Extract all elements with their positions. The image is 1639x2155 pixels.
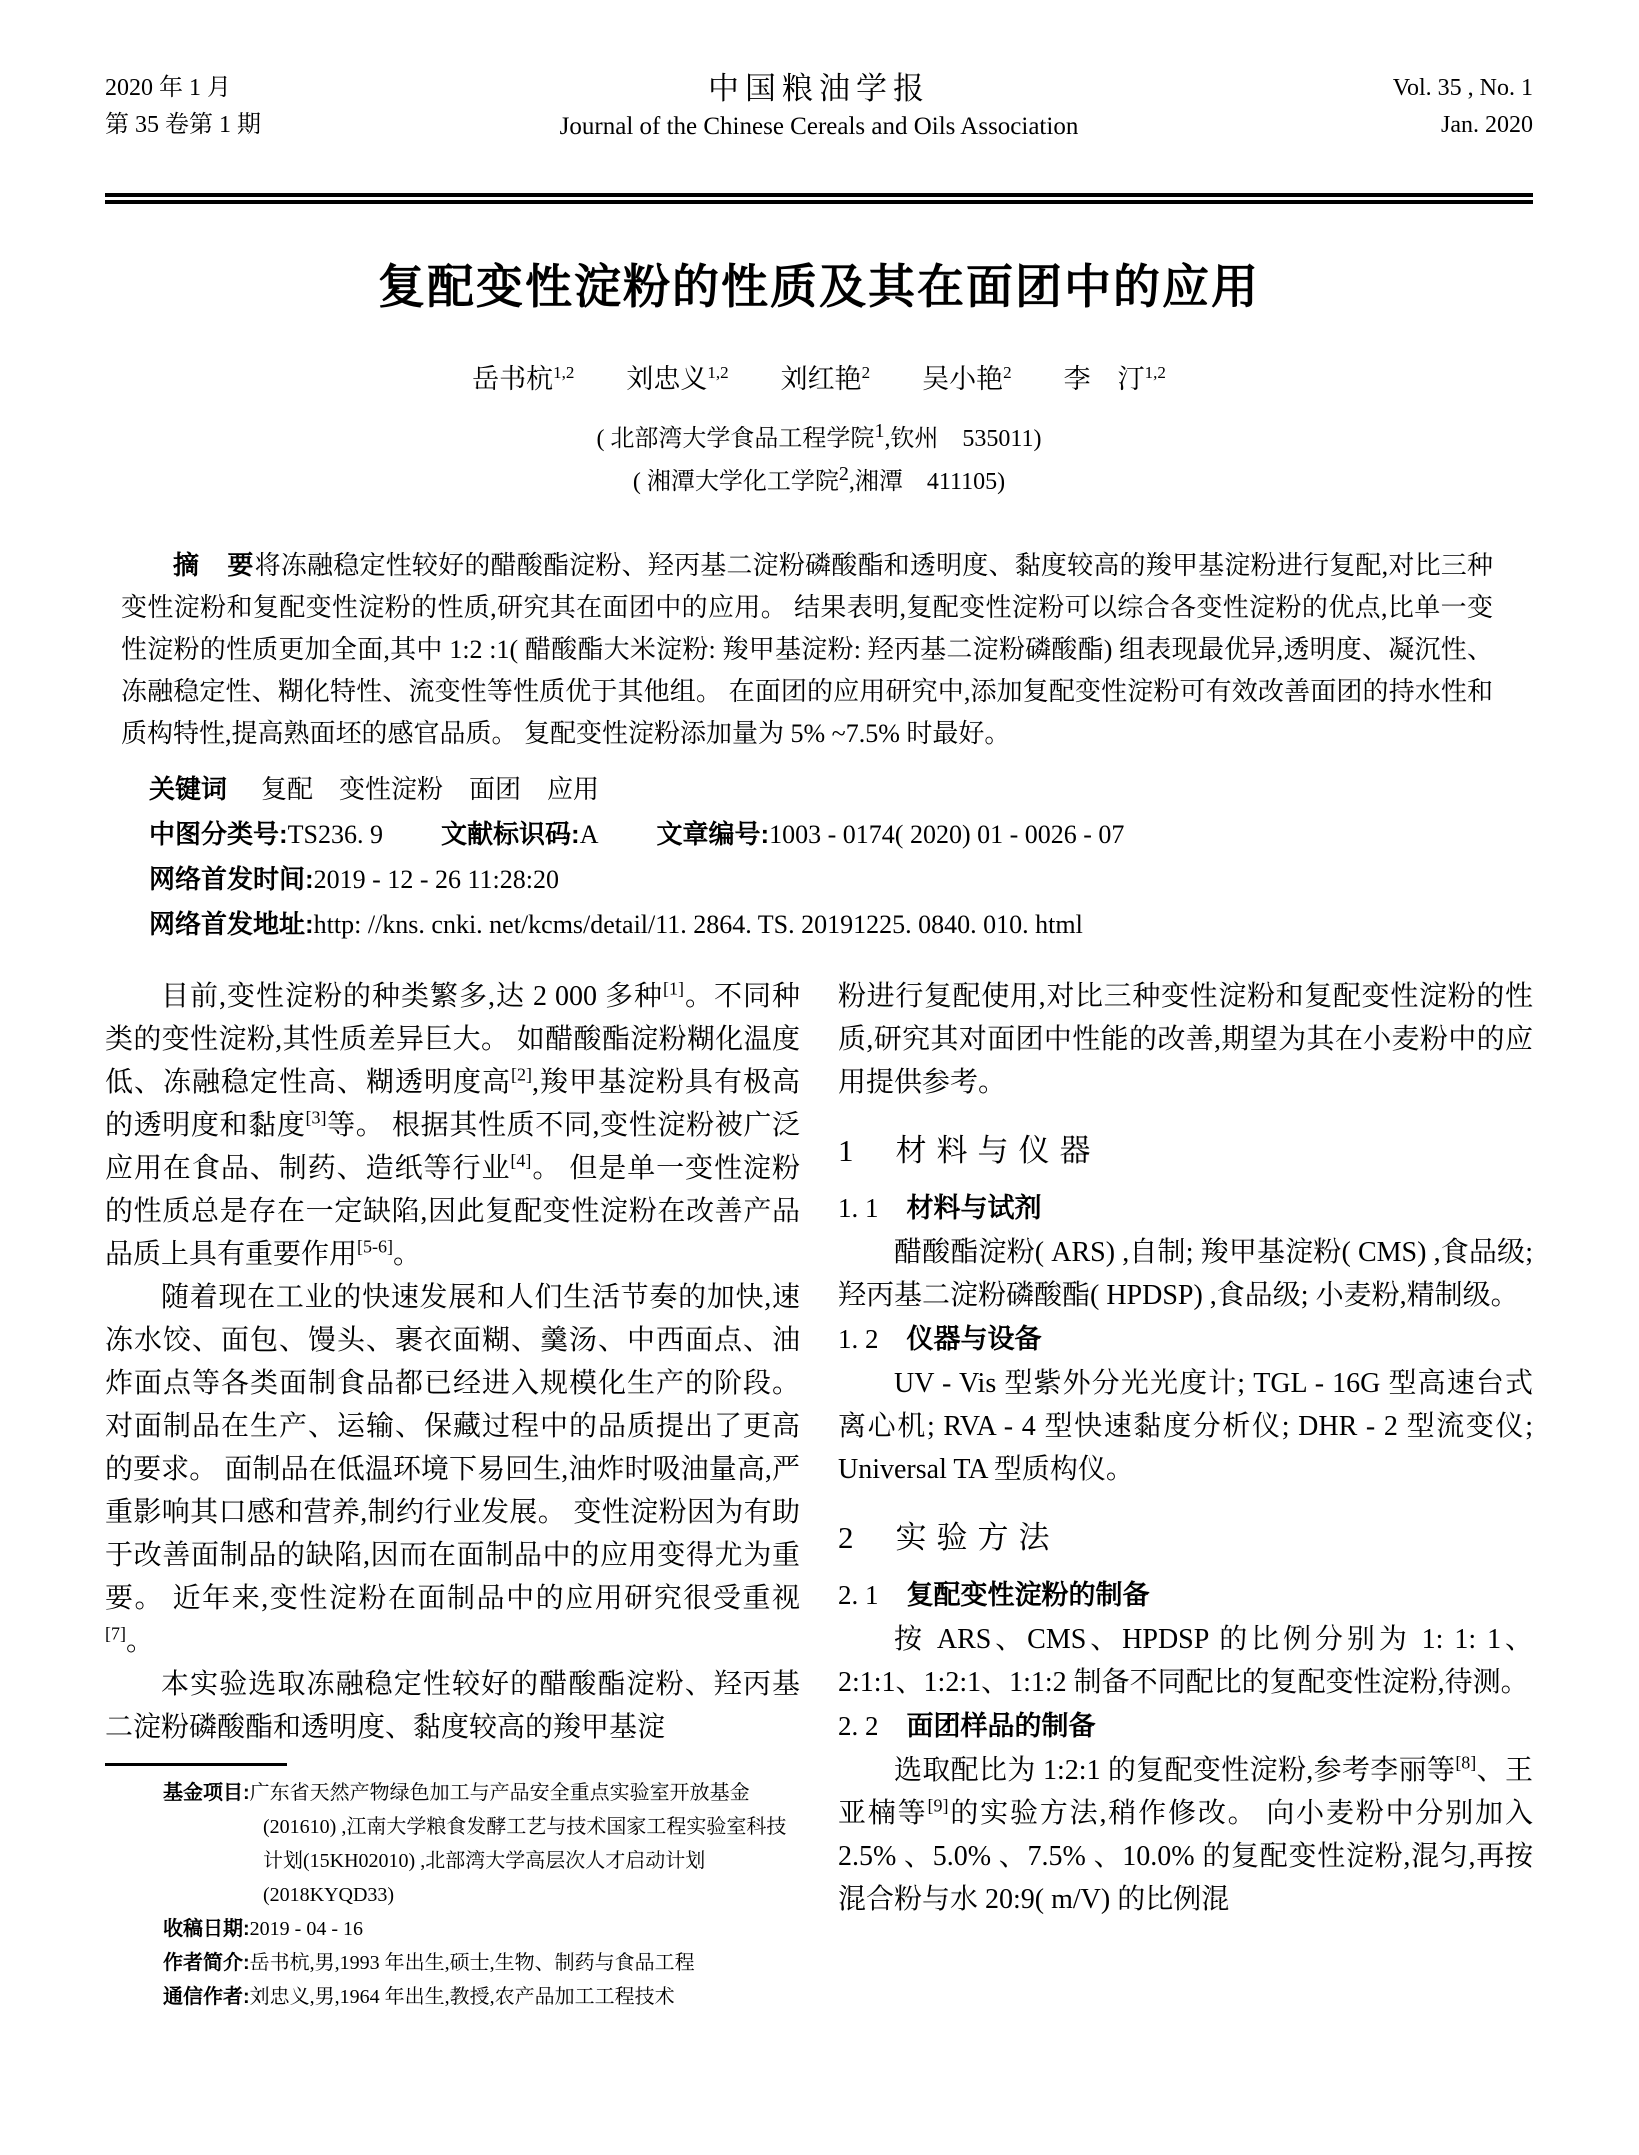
paragraph: 本实验选取冻融稳定性较好的醋酸酯淀粉、羟丙基二淀粉磷酸酯和透明度、黏度较高的羧甲基淀 [105,1669,800,1743]
footnote-items [163,1776,800,2014]
footnote-received-label: 收稿日期: [163,1918,250,1940]
subsection-title: 复配变性淀粉的制备 [906,1580,1150,1610]
footnote-divider [105,1763,287,1766]
online-time-line [149,857,1533,902]
author [781,358,871,400]
header-double-rule [105,193,1533,204]
classification-line [149,812,1533,857]
author [472,358,574,400]
header-left [105,70,405,144]
keywords-label: 关键词 [149,774,228,804]
affiliation-sup: 1 [874,420,885,442]
subsection-number: 2. 1 [838,1580,879,1610]
footnote-bio-value: 岳书杭,男,1993 年出生,硕士,生物、制药与食品工程 [249,1952,695,1974]
subsection-heading-1-2 [838,1317,1533,1362]
paragraph: UV - Vis 型紫外分光光度计; TGL - 16G 型高速台式离心机; RVA - 4 型快速黏度分析仪; DHR - 2 型流变仪; Universal TA 型质构仪。 [838,1368,1533,1485]
author-list [105,358,1533,400]
abstract-text: 将冻融稳定性较好的醋酸酯淀粉、羟丙基二淀粉磷酸酯和透明度、黏度较高的羧甲基淀粉进行复配,对比三种变性淀粉和复配变性淀粉的性质,研究其在面团中的应用。 结果表明,复配变性淀粉可以综合各变性淀粉的优点,比单一变性淀粉的性质更加全面,其中 1:2 :1( 醋酸酯大米淀粉: 羧甲基淀粉: 羟丙基二淀粉磷酸酯) 组表现最优异,透明度、凝沉性、冻融稳定性、糊化特性、流变性等性质优于其他组。 在面团的应用研究中,添加复配变性淀粉可有效改善面团的持水性和质构特性,提高熟面坯的感官品质。 复配变性淀粉添加量为 5% ~7.5% 时最好。 [121,551,1493,748]
footnote-fund [163,1776,800,1912]
page-content [105,0,1533,2014]
keywords-line [149,767,1533,812]
journal-title-cn: 中国粮油学报 [708,71,930,106]
footnote-author-bio [163,1946,800,1980]
subsection-title: 材料与试剂 [906,1193,1042,1223]
subsection-heading-2-2 [838,1704,1533,1749]
article-id-value: 1003 - 0174( 2020) 01 - 0026 - 07 [769,820,1125,849]
footnote-corresponding [163,1980,800,2014]
footnote-corr-label: 通信作者: [163,1986,250,2008]
author [626,358,728,400]
affiliation-text: ,钦州 535011) [884,426,1042,452]
author-name: 岳书杭 [472,364,554,394]
author-affil-sup: 2 [861,363,871,382]
affiliation-text: ( 湘潭大学化工学院 [632,469,839,495]
footnote-fund-label: 基金项目: [163,1782,250,1804]
doc-code-value: A [579,820,599,849]
affiliation-line [105,461,1533,504]
author-affil-sup: 1,2 [1144,363,1166,382]
author-name: 李 汀 [1063,364,1145,394]
body-columns [105,975,1533,2014]
affiliation-line [105,418,1533,461]
subsection-heading-2-1 [838,1573,1533,1618]
journal-title-en: Journal of the Chinese Cereals and Oils Association [559,113,1079,140]
subsection-title: 仪器与设备 [906,1324,1042,1354]
online-time-label: 网络首发时间: [149,864,314,894]
author-name: 刘红艳 [780,364,862,394]
paragraph: 选取配比为 1:2:1 的复配变性淀粉,参考李丽等[8]、王亚楠等[9]的实验方法,稍作修改。 向小麦粉中分别加入 2.5% 、5.0% 、7.5% 、10.0% 的复配变性淀粉,混匀,再按混合粉与水 20:9( m/V) 的比例混 [838,1752,1533,1915]
header-right [1233,70,1533,144]
section-title: 材料与仪器 [895,1133,1101,1168]
online-url-label: 网络首发地址: [149,909,314,939]
subsection-heading-1-1 [838,1186,1533,1231]
author-name: 刘忠义 [626,364,708,394]
online-url-line [149,902,1533,947]
article-id-label: 文章编号: [656,819,770,849]
journal-header [105,0,1533,145]
section-number: 1 [838,1133,854,1168]
affiliation-text: ,湘潭 411105) [848,469,1006,495]
header-vol-no-en: Vol. 35 , No. 1 [1392,75,1533,101]
author-affil-sup: 1,2 [553,363,575,382]
online-url-value: http: //kns. cnki. net/kcms/detail/11. 2864. TS. 20191225. 0840. 010. html [313,910,1083,939]
clc-label: 中图分类号: [149,819,288,849]
author-affil-sup: 2 [1003,363,1012,382]
paragraph: 粉进行复配使用,对比三种变性淀粉和复配变性淀粉的性质,研究其对面团中性能的改善,期望为其在小麦粉中的应用提供参考。 [838,981,1533,1098]
abstract [121,544,1493,755]
section-number: 2 [838,1520,854,1555]
author [1064,358,1166,400]
online-time-value: 2019 - 12 - 26 11:28:20 [313,865,559,894]
footnote-fund-text: 广东省天然产物绿色加工与产品安全重点实验室开放基金(201610) ,江南大学粮食发酵工艺与技术国家工程实验室科技计划(15KH02010) ,北部湾大学高层次人才启动计划(2018KYQD33) [249,1782,787,1906]
subsection-number: 1. 1 [838,1193,879,1223]
header-volume-issue-cn: 第 35 卷第 1 期 [105,112,261,138]
subsection-number: 1. 2 [838,1324,879,1354]
author-name: 吴小艳 [922,364,1004,394]
subsection-title: 面团样品的制备 [906,1711,1096,1741]
header-center [405,70,1233,145]
affiliation-text: ( 北部湾大学食品工程学院 [596,426,875,452]
affiliation-sup: 2 [838,463,849,485]
clc-value: TS236. 9 [287,820,384,849]
section-heading-2 [838,1513,1533,1563]
footnote-bio-label: 作者简介: [163,1952,250,1974]
footnote-block [105,1763,800,2014]
footnote-corr-value: 刘忠义,男,1964 年出生,教授,农产品加工工程技术 [249,1986,675,2008]
subsection-number: 2. 2 [838,1711,879,1741]
author [922,358,1012,400]
footnote-received-value: 2019 - 04 - 16 [249,1918,363,1940]
affiliation-list [105,418,1533,504]
left-column [105,975,800,2014]
author-affil-sup: 1,2 [707,363,729,382]
footnote-received [163,1912,800,1946]
paragraph: 随着现在工业的快速发展和人们生活节奏的加快,速冻水饺、面包、馒头、裹衣面糊、羹汤、中西面点、油炸面点等各类面制食品都已经进入规模化生产的阶段。 对面制品在生产、运输、保藏过程中的品质提出了更高的要求。 面制品在低温环境下易回生,油炸时吸油量高,严重影响其口感和营养,制约行业发展。 变性淀粉因为有助于改善面制品的缺陷,因而在面制品中的应用变得尤为重要。 近年来,变性淀粉在面制品中的应用研究很受重视[7]。 [105,1282,800,1657]
doc-code-label: 文献标识码: [441,819,580,849]
section-heading-1 [838,1126,1533,1176]
header-date-en: Jan. 2020 [1441,112,1533,138]
paragraph: 按 ARS、CMS、HPDSP 的比例分别为 1: 1: 1、2:1:1、1:2:1、1:1:2 制备不同配比的复配变性淀粉,待测。 [838,1624,1533,1698]
keywords-text: 复配 变性淀粉 面团 应用 [261,775,600,804]
right-column [838,975,1533,2014]
paragraph: 目前,变性淀粉的种类繁多,达 2 000 多种[1]。不同种类的变性淀粉,其性质差异巨大。 如醋酸酯淀粉糊化温度低、冻融稳定性高、糊透明度高[2],羧甲基淀粉具有极高的透明度和黏度[3]等。 根据其性质不同,变性淀粉被广泛应用在食品、制药、造纸等行业[4]。 但是单一变性淀粉的性质总是存在一定缺陷,因此复配变性淀粉在改善产品品质上具有重要作用[5-6]。 [105,978,800,1270]
section-title: 实验方法 [895,1520,1060,1555]
abstract-label: 摘 要 [173,550,255,580]
paragraph: 醋酸酯淀粉( ARS) ,自制; 羧甲基淀粉( CMS) ,食品级;羟丙基二淀粉磷酸酯( HPDSP) ,食品级; 小麦粉,精制级。 [838,1237,1533,1311]
paper-title: 复配变性淀粉的性质及其在面团中的应用 [378,262,1260,314]
header-date-cn: 2020 年 1 月 [105,75,231,101]
